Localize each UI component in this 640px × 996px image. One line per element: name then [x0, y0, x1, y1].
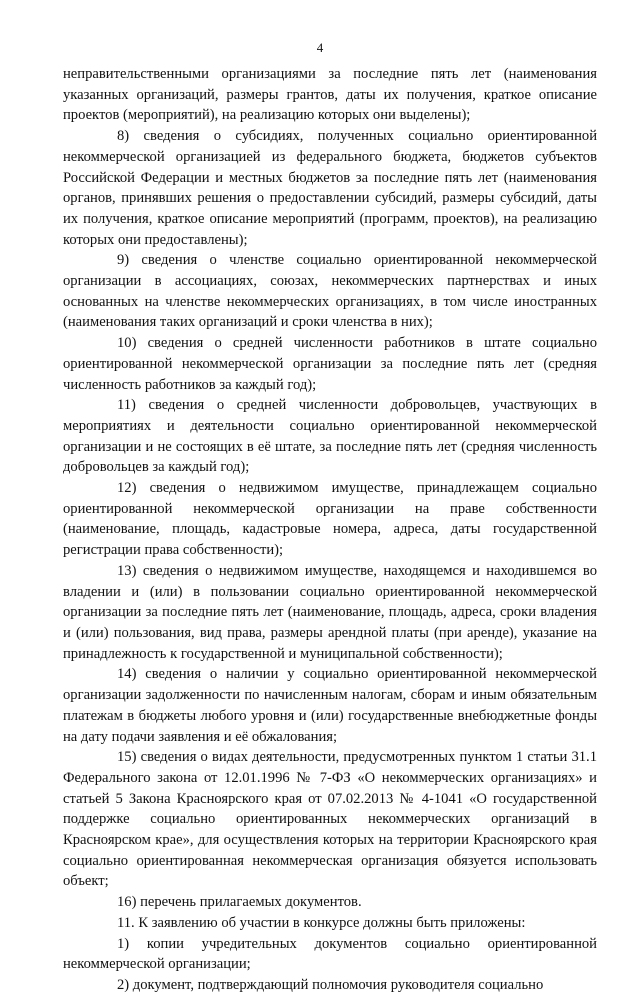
- paragraph-item-8: 8) сведения о субсидиях, полученных социально ориентированной некоммерческой организацией из федерального бюджета, бюджетов субъектов Российской Федерации и местных бюджетов за последние пять лет (наименования органов, принявших решения о предоставлении субсидий, размеры субсидий, даты их получения, краткое описание мероприятий (программ, проектов), на реализацию которых они предоставлены);: [63, 128, 597, 248]
- paragraph-item-16: 16) перечень прилагаемых документов.: [117, 894, 362, 911]
- paragraph-item-12: 12) сведения о недвижимом имуществе, принадлежащем социально ориентированной некоммерческой организации на праве собственности (наименование, площадь, кадастровые номера, адреса, даты государственной регистрации права собственности);: [63, 480, 597, 559]
- paragraph-item-10: 10) сведения о средней численности работников в штате социально ориентированной некоммерческой организации за последние пять лет (средняя численность работников за каждый год);: [63, 335, 597, 393]
- paragraph-item-14: 14) сведения о наличии у социально ориентированной некоммерческой организации задолженности по начисленным налогам, сборам и иным обязательным платежам в бюджеты любого уровня и (или) государственные внебюджетные фонды на дату подачи заявления и её обжалования;: [63, 666, 597, 745]
- paragraph-section-11: 11. К заявлению об участии в конкурсе должны быть приложены:: [117, 914, 526, 931]
- paragraph-item-13: 13) сведения о недвижимом имуществе, находящемся и находившемся во владении и (или) в пользовании социально ориентированной некоммерческой организации за последние пять лет (наименование, площадь, адреса, сроки владения и (или) пользования, вид права, размеры арендной платы (при аренде), указание на принадлежность к государственной и муниципальной собственности);: [63, 562, 597, 662]
- paragraph-item-9: 9) сведения о членстве социально ориентированной некоммерческой организации в ассоциациях, союзах, некоммерческих партнерствах и иных основанных на членстве некоммерческих организациях, в том числе иностранных (наименования таких организаций и сроки членства в них);: [63, 252, 597, 331]
- document-body: [63, 64, 597, 996]
- paragraph-attachment-1: 1) копии учредительных документов социально ориентированной некоммерческой организации;: [63, 935, 597, 973]
- page-number: 4: [316, 40, 324, 55]
- paragraph-continuation: неправительственными организациями за последние пять лет (наименования указанных организаций, размеры грантов, даты их получения, краткое описание проектов (мероприятий), на реализацию которых они выделены);: [63, 66, 597, 124]
- paragraph-item-15: 15) сведения о видах деятельности, предусмотренных пунктом 1 статьи 31.1 Федерального закона от 12.01.1996 № 7-ФЗ «О некоммерческих организациях» и статьей 5 Закона Красноярского края от 07.02.2013 № 4-1041 «О государственной поддержке социально ориентированных некоммерческих организаций в Красноярском крае», для осуществления которых на территории Красноярского края социально ориентированная некоммерческая организация обязуется использовать объект;: [63, 749, 597, 890]
- paragraph-attachment-2: 2) документ, подтверждающий полномочия руководителя социально: [117, 976, 544, 993]
- paragraph-item-11: 11) сведения о средней численности добровольцев, участвующих в мероприятиях и деятельности социально ориентированной некоммерческой организации и не состоящих в её штате, за последние пять лет (средняя численность добровольцев за каждый год);: [63, 397, 597, 476]
